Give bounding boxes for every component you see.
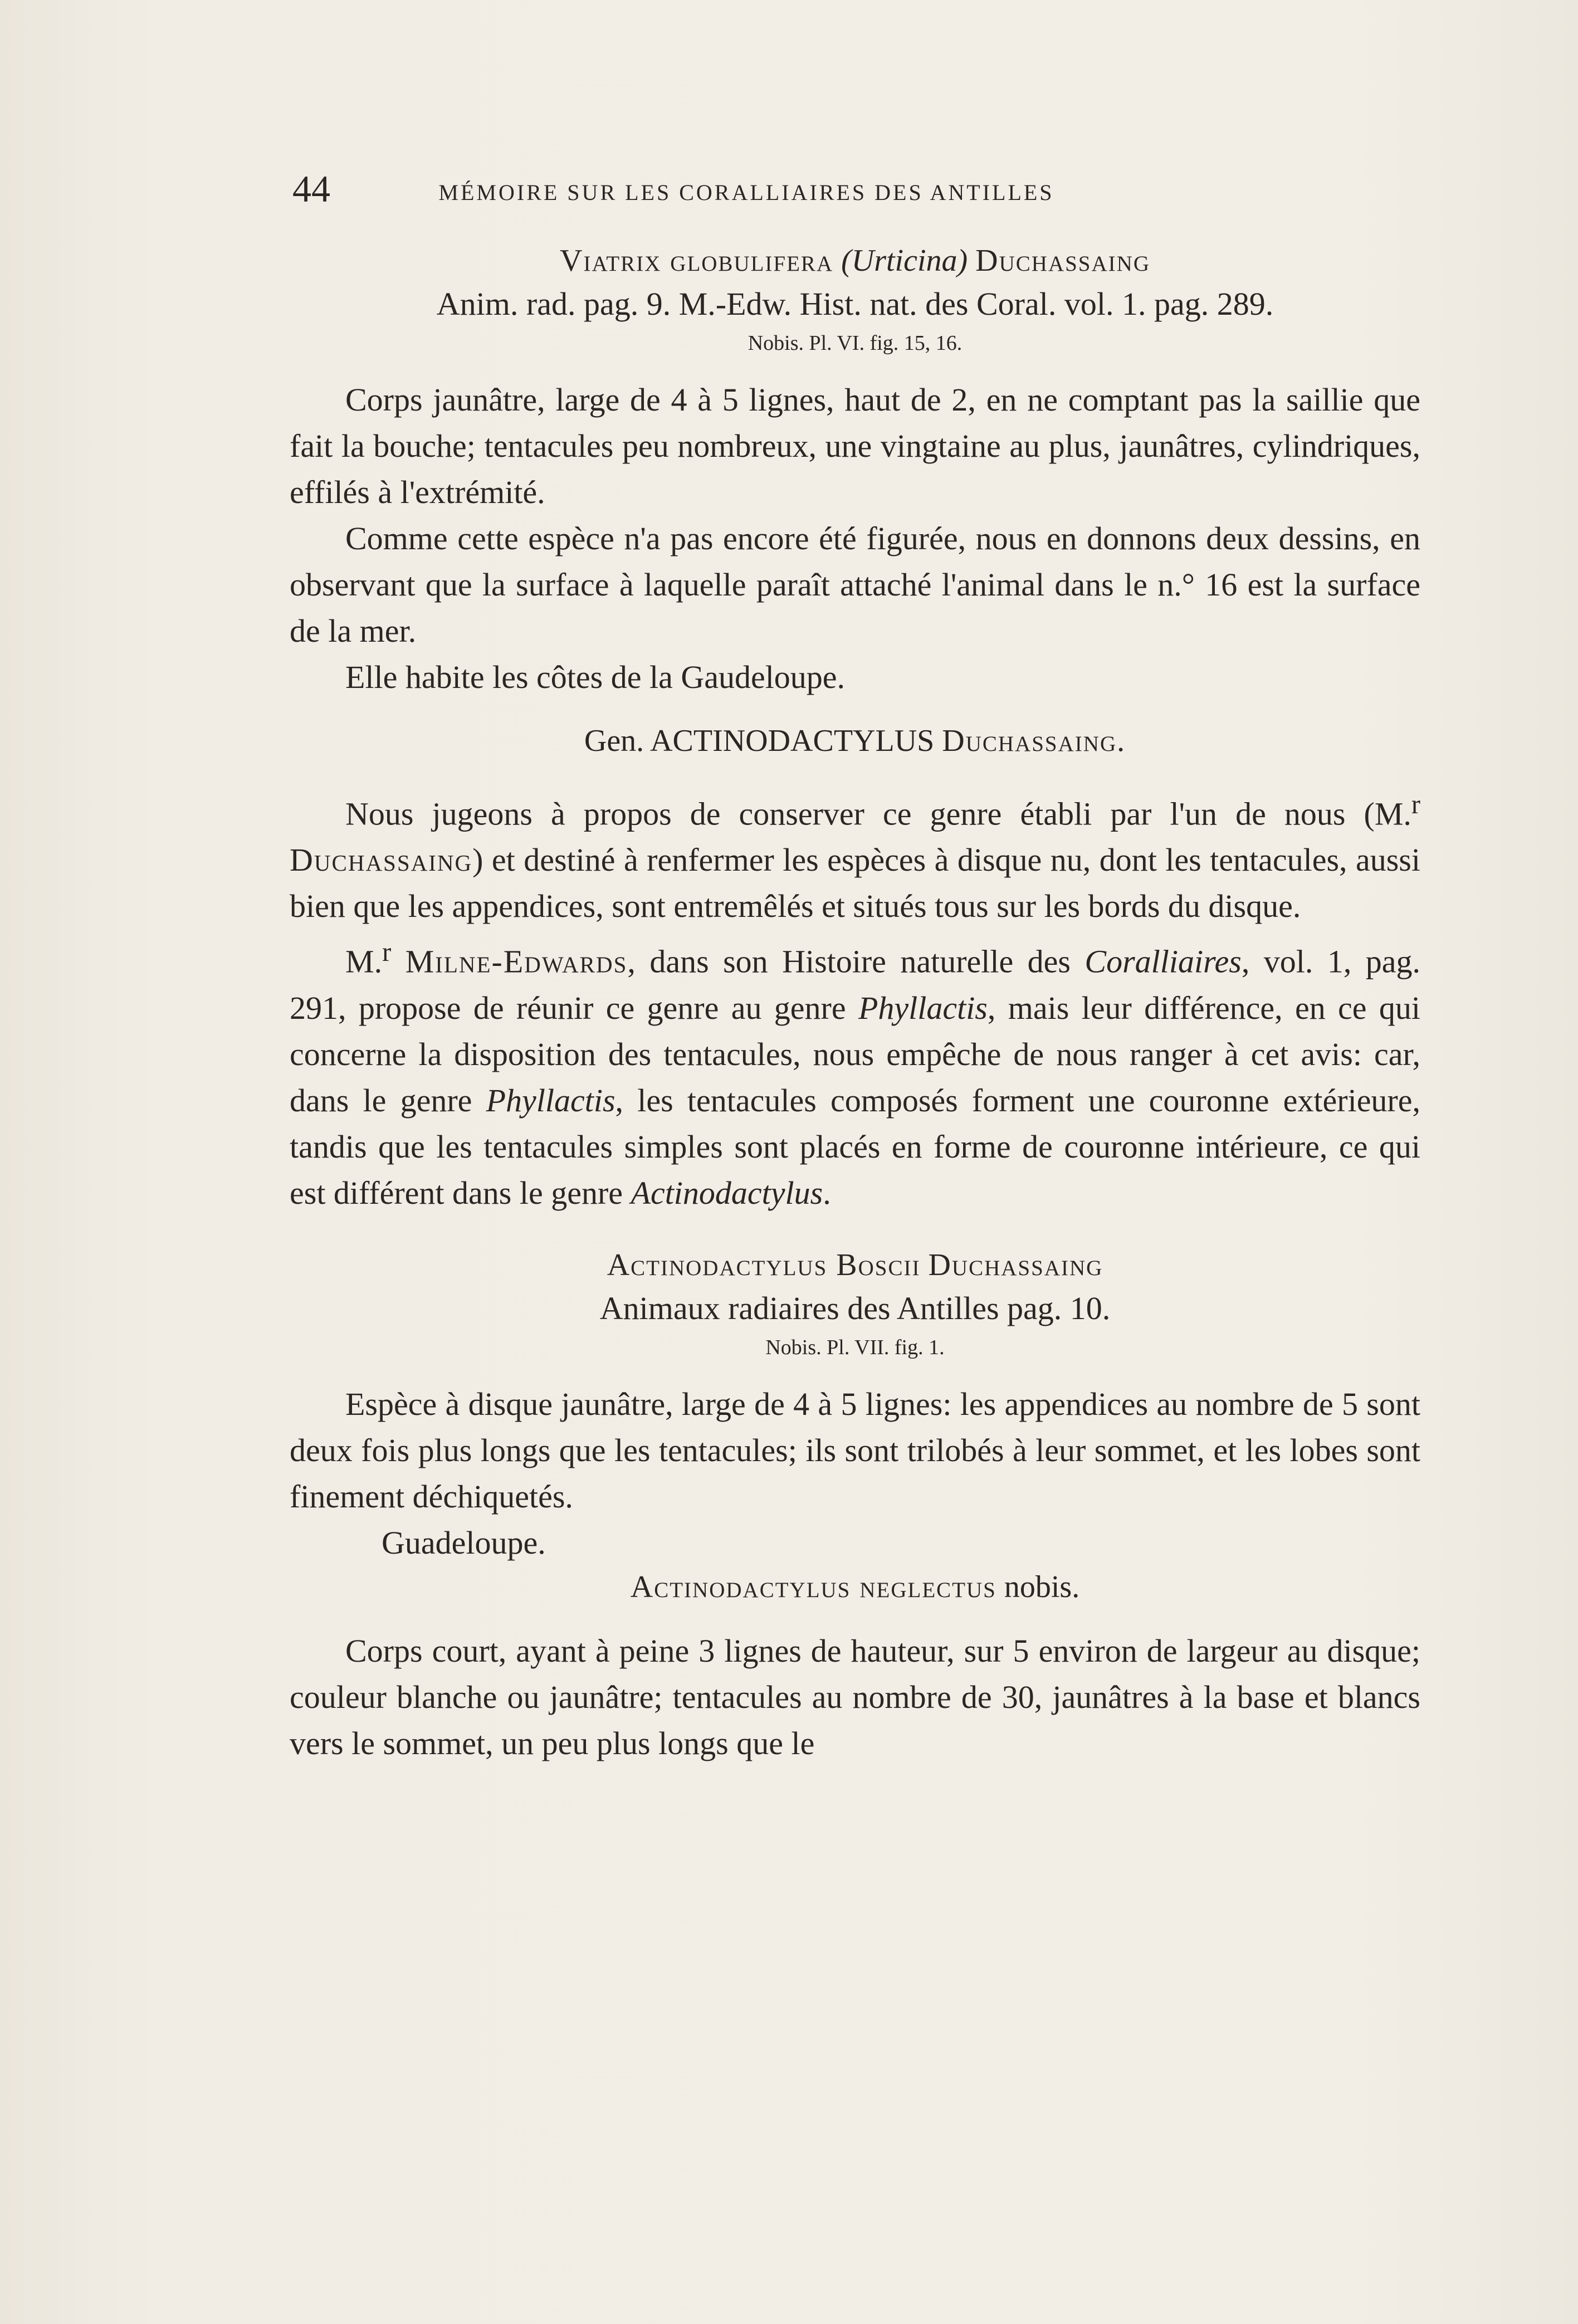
paragraph: M.$^r$ Milne-Edwards, dans son Histoire naturelle des Coralliaires, vol. 1, pag. 291, propose de réunir ce genre au genre Phyllactis, mais leur différence, en ce qui concerne la disposition des tentacules, nous empêche de nous ranger à cet avis: car, dans le genre Phyllactis, les tentacules composés forment une couronne extérieure, tandis que les tentacules simples sont placés en forme de couronne intérieure, ce qui est différent dans le genre Actinodactylus. (290, 938, 1421, 1211)
species-heading-neglectus (290, 1566, 1420, 1608)
plate-reference: Nobis. Pl. VI. fig. 15, 16. (748, 331, 963, 355)
plate-reference: Nobis. Pl. VII. fig. 1. (765, 1335, 945, 1359)
species-subgenus: (Urticina) (841, 243, 968, 278)
species-author: Duchassaing (975, 243, 1150, 278)
paragraph: Corps jaunâtre, large de 4 à 5 lignes, haut de 2, en ne comptant pas la saillie que fait la bouche; tentacules peu nombreux, une vingtaine au plus, jaunâtres, cylindriques, effilés à l'extrémité. (290, 382, 1420, 510)
paragraph: Corps court, ayant à peine 3 lignes de hauteur, sur 5 environ de largeur au disque; couleur blanche ou jaunâtre; tentacules au nombre de 30, jaunâtres à la base et blancs vers le sommet, un peu plus longs que le (290, 1632, 1420, 1761)
species-name: Viatrix globulifera (560, 243, 834, 278)
paragraph: Comme cette espèce n'a pas encore été figurée, nous en donnons deux dessins, en observant que la surface à laquelle paraît attaché l'animal dans le n.° 16 est la surface de la mer. (290, 520, 1420, 649)
page-header (292, 167, 1200, 223)
page-number: 44 (292, 168, 330, 210)
species-author: nobis. (1004, 1569, 1080, 1604)
genus-heading (290, 720, 1420, 762)
locality: Guadeloupe. (382, 1524, 546, 1561)
species-reference: Animaux radiaires des Antilles pag. 10. (599, 1290, 1111, 1326)
species-heading-boscii (290, 1244, 1420, 1286)
paragraph: Nous jugeons à propos de conserver ce genre établi par l'un de nous (M.$^r$ Duchassaing) et destiné à renfermer les espèces à disque nu, dont les tentacules, aussi bien que les appendices, sont entremêlés et situés tous sur les bords du disque. (290, 790, 1420, 925)
species-name: Actinodactylus Boscii (607, 1247, 921, 1282)
species-reference: Anim. rad. pag. 9. M.-Edw. Hist. nat. des Coral. vol. 1. pag. 289. (436, 286, 1274, 322)
species-heading-viatrix (290, 240, 1420, 282)
paragraph: Espèce à disque jaunâtre, large de 4 à 5 lignes: les appendices au nombre de 5 sont deux fois plus longs que les tentacules; ils sont trilobés à leur sommet, et les lobes sont finement déchiquetés. (290, 1385, 1420, 1515)
page-body (290, 240, 1420, 1766)
genus-name: Gen. ACTINODACTYLUS (584, 724, 935, 758)
species-author: Duchassaing (928, 1247, 1103, 1282)
genus-author: Duchassaing. (942, 724, 1126, 758)
running-head: MÉMOIRE SUR LES CORALLIAIRES DES ANTILLES (438, 180, 1054, 205)
paragraph: Elle habite les côtes de la Gaudeloupe. (345, 659, 846, 695)
species-name: Actinodactylus neglectus (630, 1569, 996, 1604)
